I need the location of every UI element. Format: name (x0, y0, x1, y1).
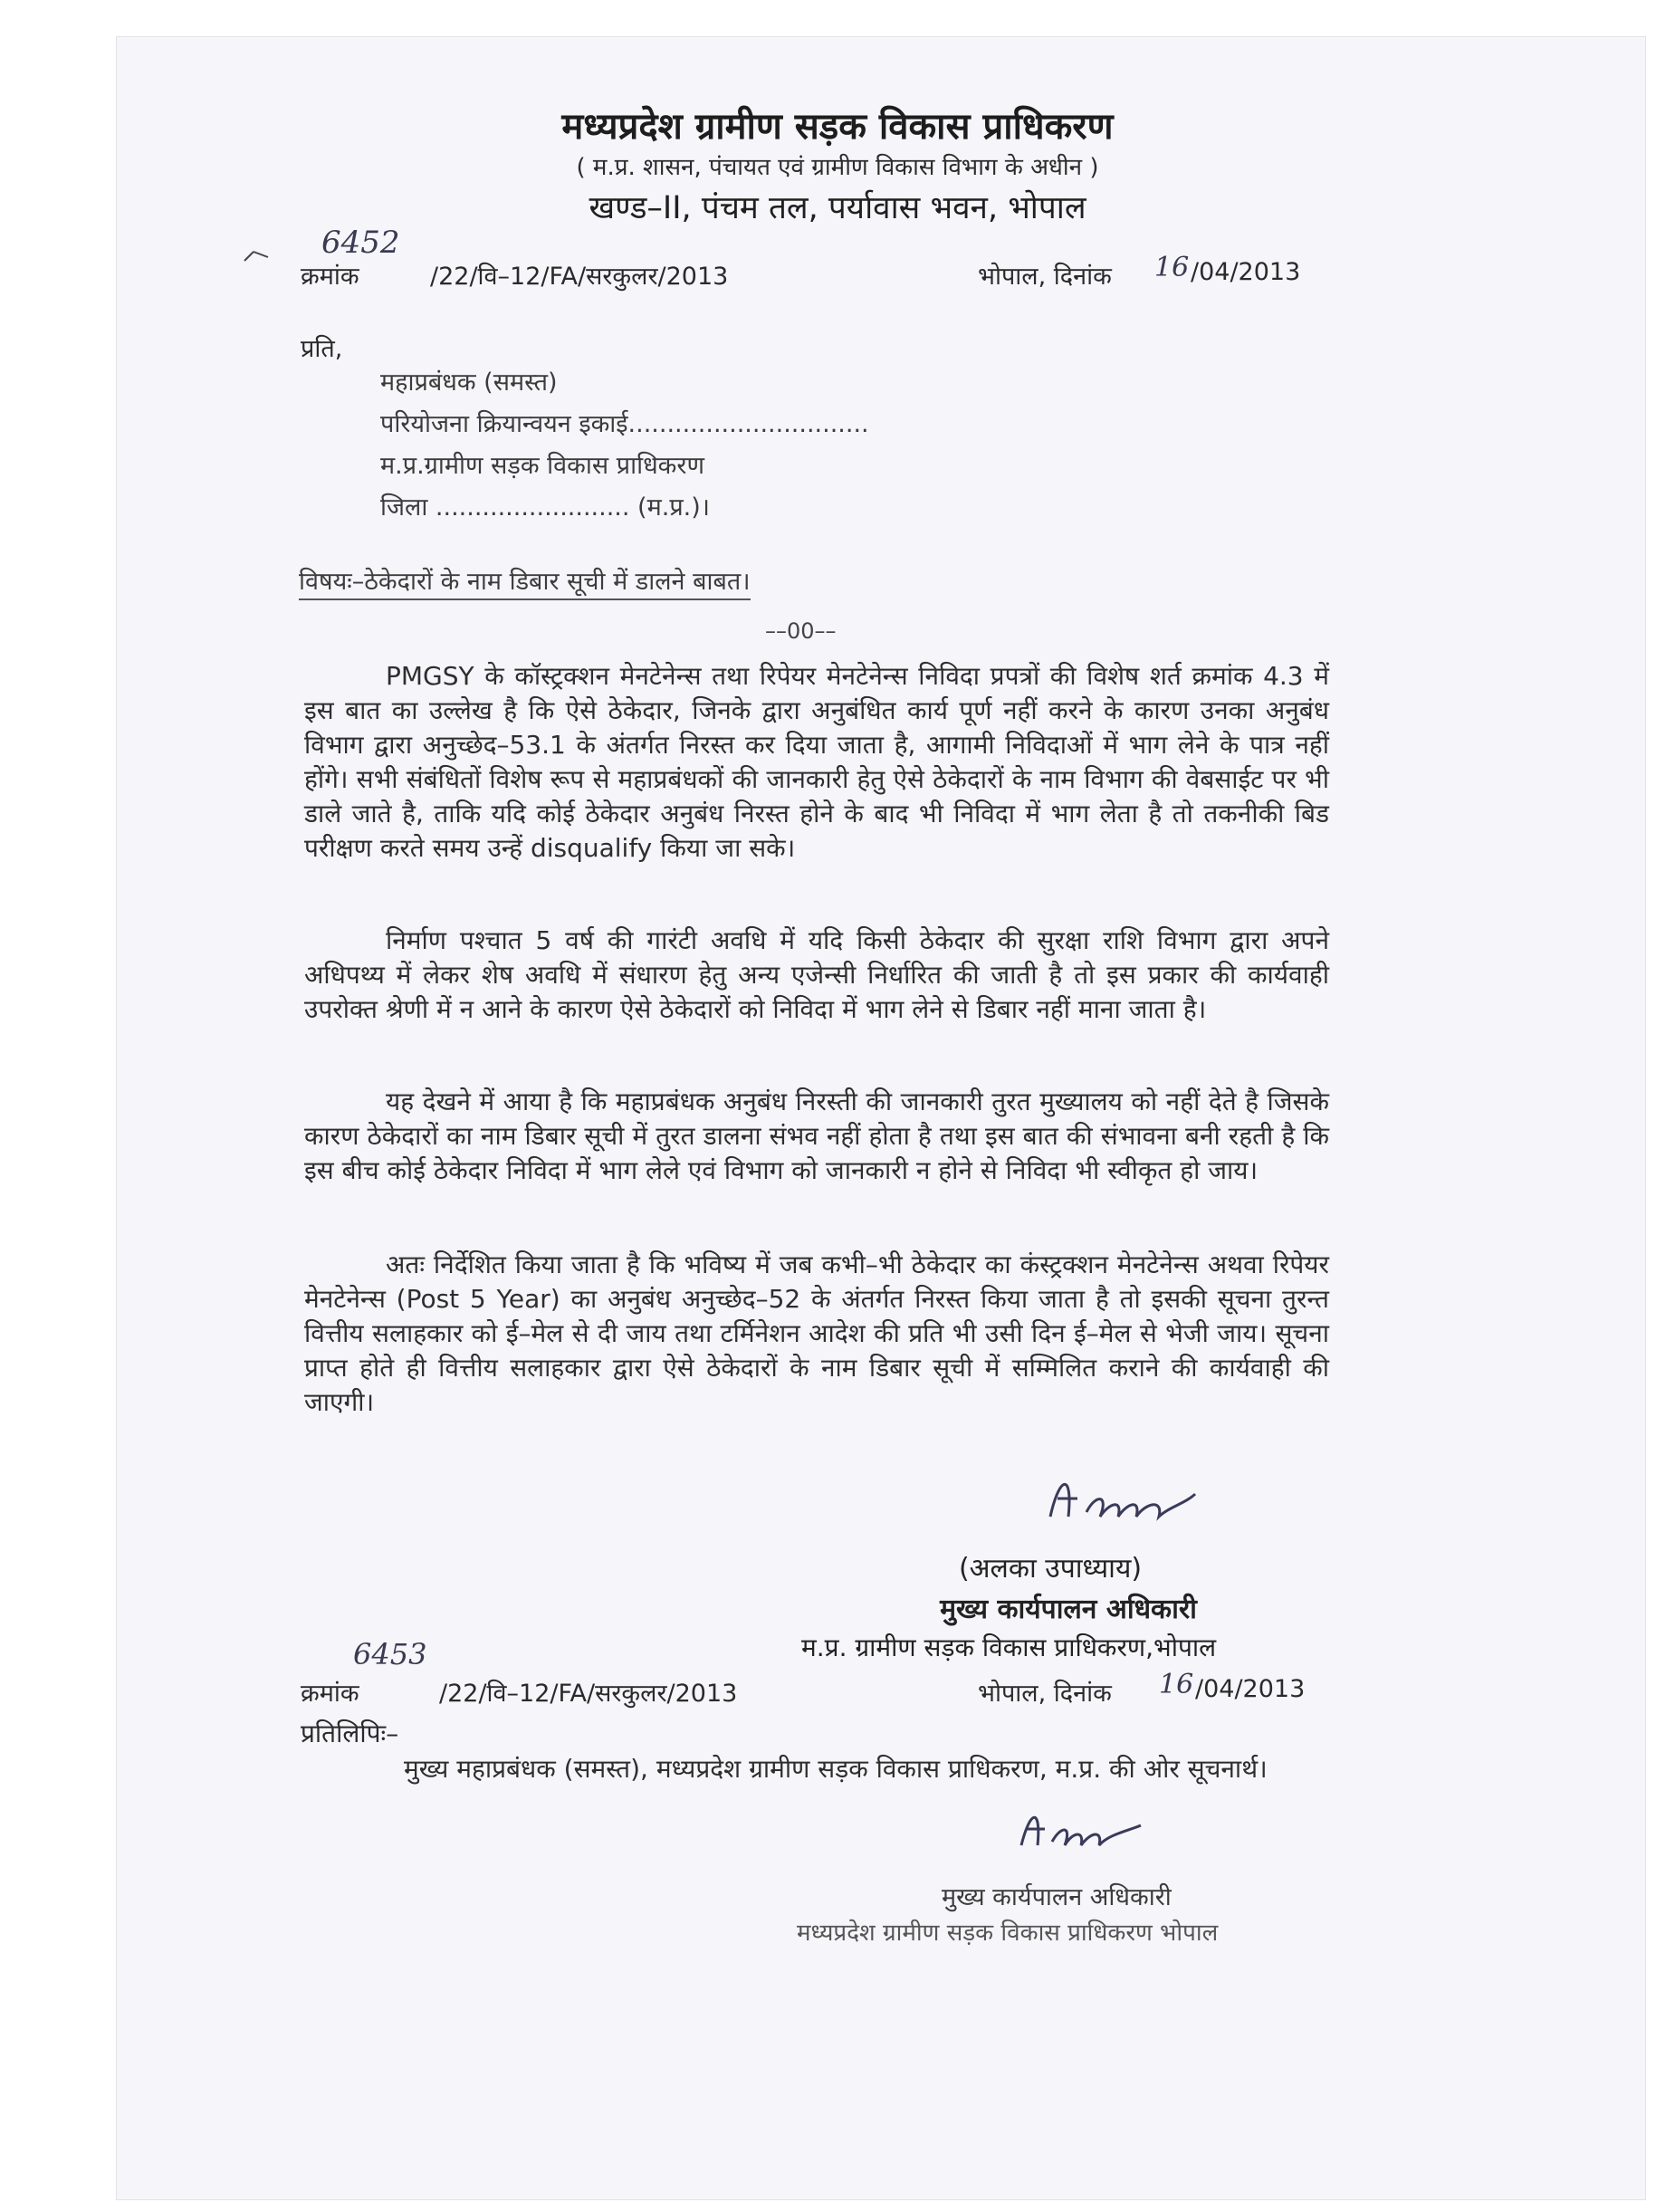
copy-kramank-label: क्रमांक (301, 1680, 359, 1708)
addressee-line: परियोजना क्रियान्वयन इकाई............................... (380, 410, 869, 438)
body-paragraph-1: PMGSY के कॉस्ट्रक्शन मेनटेनेन्स तथा रिपेयर मेनटेनेन्स निविदा प्रपत्रों की विशेष शर्त क्रमांक 4.3 में इस बात का उल्लेख है कि ऐसे ठेकेदार, जिनके द्वारा अनुबंधित कार्य पूर्ण नहीं करने के कारण उनका अनुबंध विभाग द्वारा अनुच्छेद–53.1 के अंतर्गत निरस्त कर दिया जाता है, आगामी निविदाओं में भाग लेने के पात्र नहीं होंगे। सभी संबंधितों विशेष रूप से महाप्रबंधकों की जानकारी हेतु ऐसे ठेकेदारों के नाम विभाग की वेबसाईट पर भी डाले जाते है, ताकि यदि कोई ठेकेदार अनुबंध निरस्त होने के बाद भी निविदा में भाग लेता है तो तकनीकी बिड परीक्षण करते समय उन्हें disqualify किया जा सके। (304, 661, 1329, 863)
body-paragraph-4: अतः निर्देशित किया जाता है कि भविष्य में जब कभी–भी ठेकेदार का कंस्ट्रक्शन मेनटेनेन्स अथवा रिपेयर मेनटेनेन्स (Post 5 Year) का अनुबंध अनुच्छेद–52 के अंतर्गत निरस्त किया जाता है तो इसकी सूचना तुरन्त वित्तीय सलाहकार को ई–मेल से दी जाय तथा टर्मिनेशन आदेश की प्रति भी उसी दिन ई–मेल से भेजी जाय। सूचना प्राप्त होते ही वित्तीय सलाहकार द्वारा ऐसे ठेकेदारों के नाम डिबार सूची में सम्मिलित कराने की कार्यवाही की जाएगी। (304, 1250, 1329, 1417)
copy-label: प्रतिलिपिः– (301, 1719, 399, 1748)
addressee-block (380, 362, 869, 529)
copy-ref-number: /22/वि–12/FA/सरकुलर/2013 (439, 1680, 738, 1708)
signature-image-2 (1014, 1802, 1150, 1856)
signatory-org: म.प्र. ग्रामीण सड़क विकास प्राधिकरण,भोपाल (801, 1633, 1217, 1662)
check-mark-icon (243, 246, 270, 266)
addressee-line: म.प्र.ग्रामीण सड़क विकास प्राधिकरण (380, 452, 704, 480)
copy-signatory-designation: मुख्य कार्यपालन अधिकारी (942, 1883, 1172, 1911)
ref-date-prefix: भोपाल, दिनांक (978, 263, 1112, 291)
signatory-name: (अलका उपाध्याय) (958, 1553, 1143, 1585)
copy-date-suffix: /04/2013 (1195, 1675, 1306, 1703)
addressee-line: महाप्रबंधक (समस्त) (380, 369, 558, 397)
org-address: खण्ड–II, पंचम तल, पर्यावास भवन, भोपाल (589, 190, 1086, 226)
addressee-line: जिला ......................... (म.प्र.)। (380, 493, 711, 522)
ref-kramank-label: क्रमांक (301, 263, 359, 291)
copy-date-prefix: भोपाल, दिनांक (978, 1680, 1112, 1708)
signatory-designation: मुख्य कार्यपालन अधिकारी (940, 1594, 1197, 1625)
copy-signatory-org: मध्यप्रदेश ग्रामीण सड़क विकास प्राधिकरण भोपाल (797, 1920, 1219, 1947)
handwritten-ref-number: 6452 (321, 225, 400, 261)
copy-date-handwritten: 16 (1159, 1669, 1194, 1700)
separator: ––00–– (765, 618, 837, 644)
copy-text: मुख्य महाप्रबंधक (समस्त), मध्यप्रदेश ग्रामीण सड़क विकास प्राधिकरण, म.प्र. की ओर सूचनार्थ। (404, 1754, 1268, 1784)
body-paragraph-3: यह देखने में आया है कि महाप्रबंधक अनुबंध निरस्ती की जानकारी तुरत मुख्यालय को नहीं देते है जिसके कारण ठेकेदारों का नाम डिबार सूची में तुरत डालना संभव नहीं होता है तथा इस बात की संभावना बनी रहती है कि इस बीच कोई ठेकेदार निविदा में भाग लेले एवं विभाग को जानकारी न होने से निविदा भी स्वीकृत हो जाय। (304, 1087, 1329, 1185)
org-subtitle: ( म.प्र. शासन, पंचायत एवं ग्रामीण विकास विभाग के अधीन ) (576, 154, 1099, 181)
handwritten-copy-number: 6453 (353, 1637, 427, 1671)
to-label: प्रति, (301, 335, 343, 363)
signature-image (1041, 1467, 1204, 1530)
subject-line: विषयः–ठेकेदारों के नाम डिबार सूची में डालने बाबत। (299, 563, 751, 600)
ref-date-suffix: /04/2013 (1191, 258, 1301, 286)
body-paragraph-2: निर्माण पश्चात 5 वर्ष की गारंटी अवधि में यदि किसी ठेकेदार की सुरक्षा राशि विभाग द्वारा अपने अधिपथ्य में लेकर शेष अवधि में संधारण हेतु अन्य एजेन्सी निर्धारित की जाती है तो इस प्रकार की कार्यवाही उपरोक्त श्रेणी में न आने के कारण ऐसे ठेकेदारों को निविदा में भाग लेने से डिबार नहीं माना जाता है। (304, 925, 1329, 1024)
ref-date-handwritten: 16 (1154, 252, 1190, 283)
ref-number: /22/वि–12/FA/सरकुलर/2013 (430, 263, 729, 291)
org-title: मध्यप्रदेश ग्रामीण सड़क विकास प्राधिकरण (561, 106, 1114, 148)
